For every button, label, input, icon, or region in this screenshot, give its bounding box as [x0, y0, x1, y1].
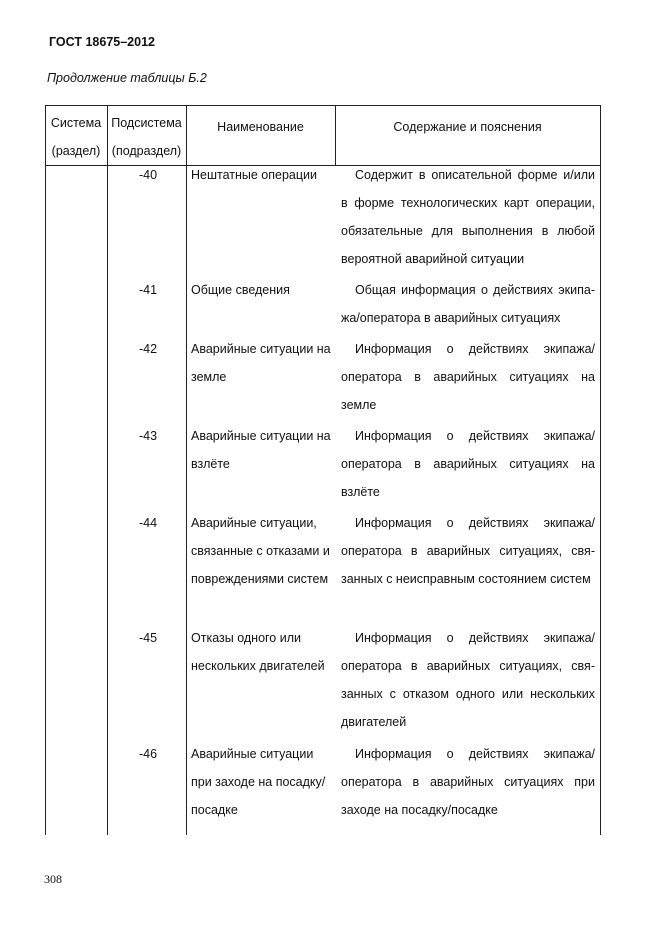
- row-name: Аварийные ситуации при заходе на посадку/посадке: [191, 747, 326, 817]
- row-code: -42: [138, 342, 158, 356]
- table-caption: Продолжение таблицы Б.2: [47, 71, 207, 85]
- header-subsystem-line1: Подсистема: [111, 116, 182, 130]
- row-code: -40: [138, 168, 158, 182]
- row-description: Общая информация о действиях экипажа/оператора в аварийных ситуациях: [341, 283, 595, 325]
- row-description: Информация о действиях экипажа/оператора в аварийных ситуациях при заходе на посадку/посадке: [341, 747, 595, 817]
- header-system-line2: (раздел): [51, 144, 101, 158]
- header-system-line1: Система: [50, 116, 102, 130]
- row-code: -41: [138, 283, 158, 297]
- row-description: Информация о действиях экипажа/оператора в аварийных ситуациях, связанных с неисправным состоянием систем: [341, 516, 595, 586]
- row-code: -45: [138, 631, 158, 645]
- col-border-right: [600, 105, 601, 835]
- row-name: Отказы одного или нескольких двигателей: [191, 631, 325, 673]
- row-code: -46: [138, 747, 158, 761]
- row-code: -44: [138, 516, 158, 530]
- standard-header: ГОСТ 18675–2012: [49, 35, 155, 49]
- header-name: Наименование: [217, 120, 304, 134]
- row-name: Нештатные операции: [191, 168, 318, 182]
- col-border-2: [186, 105, 187, 835]
- row-name: Аварийные ситуации, связанные с отказами и повреждениями систем: [191, 516, 330, 586]
- row-name: Аварийные ситуации на земле: [191, 342, 331, 384]
- row-code: -43: [138, 429, 158, 443]
- row-description: Содержит в описательной форме и/или в форме технологических карт операции, обязательные для выполнения в любой вероятной аварийной ситуации: [341, 168, 595, 266]
- table-top-border: [45, 105, 600, 106]
- table: [45, 105, 600, 835]
- row-description: Информация о действиях экипажа/оператора в аварийных ситуациях, связанных с отказом одного или нескольких двигателей: [341, 631, 595, 729]
- col-border-left: [45, 105, 46, 835]
- col-border-3: [335, 105, 336, 165]
- col-border-1: [107, 105, 108, 835]
- row-name: Общие сведения: [191, 283, 290, 297]
- header-content: Содержание и пояснения: [393, 120, 542, 134]
- row-name: Аварийные ситуации на взлёте: [191, 429, 331, 471]
- header-subsystem: [107, 109, 186, 165]
- page-number: 308: [44, 872, 62, 886]
- row-description: Информация о действиях экипажа/оператора в аварийных ситуациях на земле: [341, 342, 595, 412]
- header-system: [45, 109, 107, 165]
- header-subsystem-line2: (подраздел): [111, 144, 182, 158]
- row-description: Информация о действиях экипажа/оператора в аварийных ситуациях на взлёте: [341, 429, 595, 499]
